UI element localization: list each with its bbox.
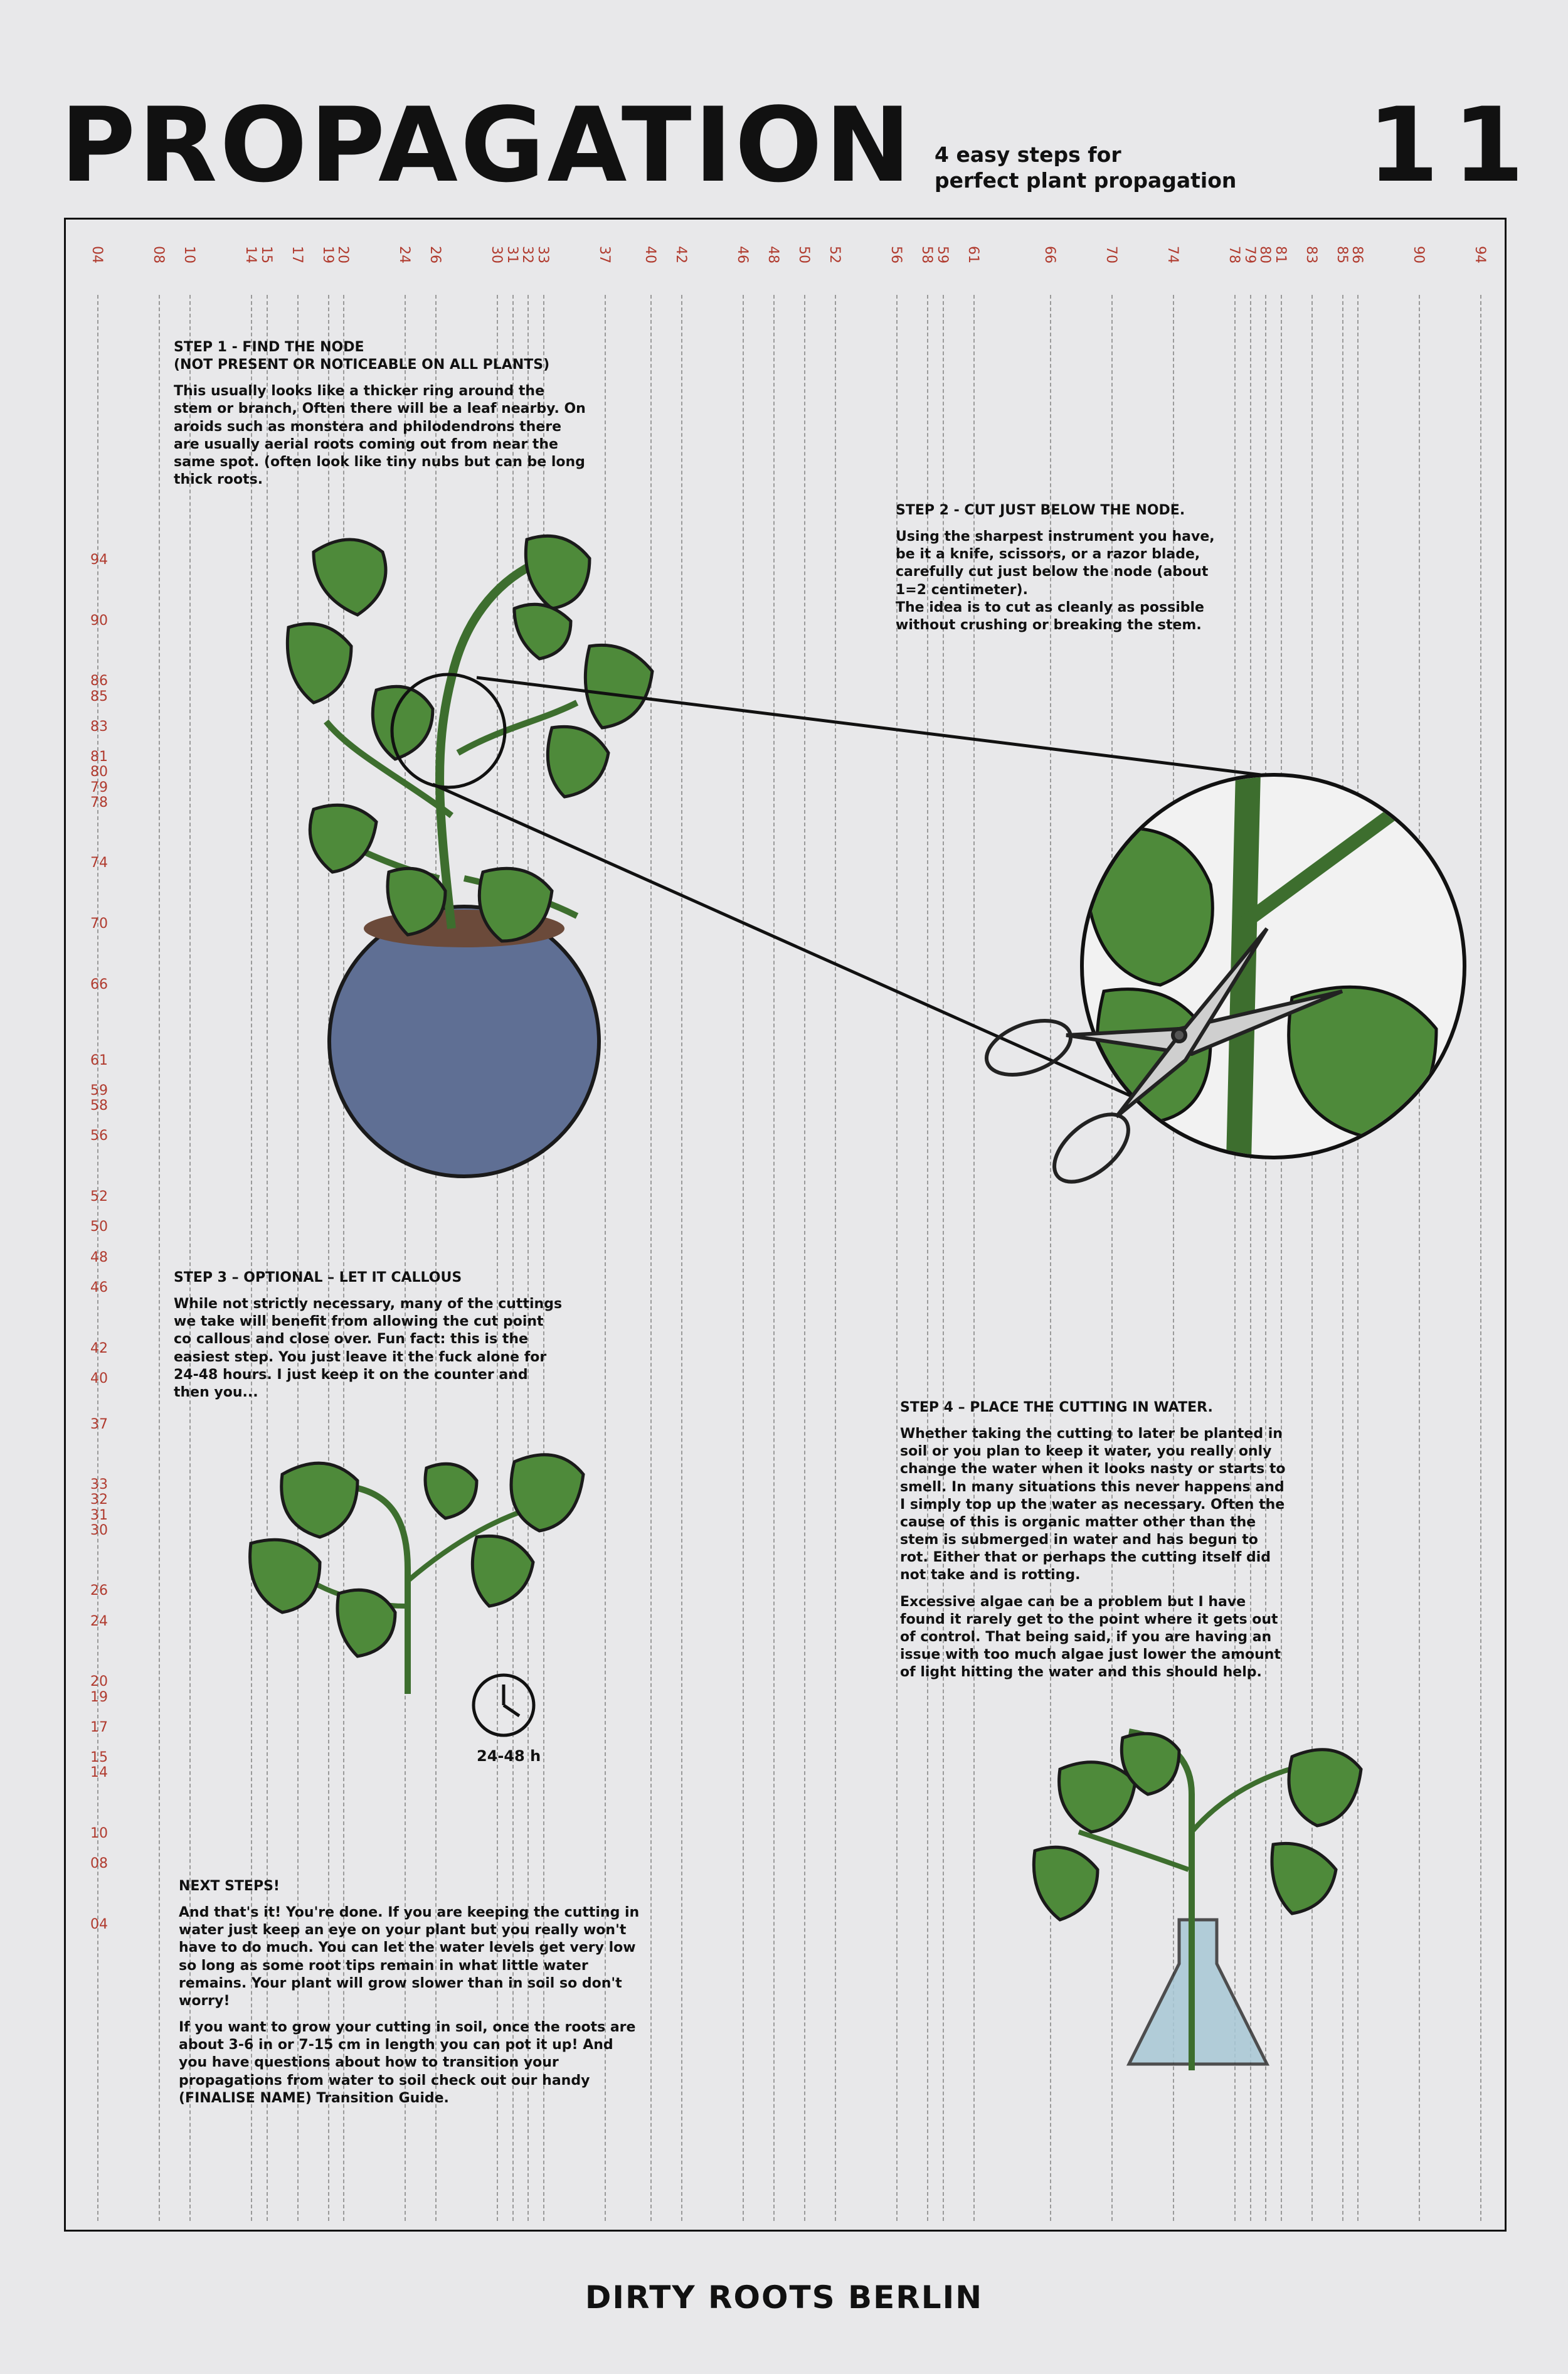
ruler-left-label: 20	[90, 1674, 108, 1690]
ruler-left-label: 81	[90, 749, 108, 765]
ruler-top-label: 70	[1103, 246, 1119, 263]
ruler-top-label: 15	[258, 246, 274, 263]
ruler-left-label: 80	[90, 764, 108, 780]
ruler-left-label: 40	[90, 1371, 108, 1387]
ruler-top-label: 59	[934, 246, 950, 263]
step-2-body: Using the sharpest instrument you have, be it a knife, scissors, or a razor blade, carefully cut just below the node (about 1=2 centimeter). The idea is to cut as cleanly as possible without crushing or breaking the stem.	[896, 529, 1215, 633]
next-steps-body-1: And that's it! You're done. If you are keeping the cutting in water just keep an eye on your plant but you really won't have to do much. You can let the water levels get very low so long as some root tips remain in what little water remains. Your plant will grow slower than in soil so don't worry!	[179, 1905, 640, 2009]
step-4	[900, 1399, 1289, 1690]
ruler-top-label: 30	[489, 246, 504, 263]
ruler-left-label: 24	[90, 1613, 108, 1629]
ruler-left-label: 17	[90, 1719, 108, 1735]
ruler-left-label: 37	[90, 1416, 108, 1432]
ruler-top-label: 32	[519, 246, 535, 263]
next-steps-body-2: If you want to grow your cutting in soil, once the roots are about 3-6 in or 7-15 cm in length you can pot it up! And you have questions about how to transition your propagations from water to soil check out our handy (FINALISE NAME) Transition Guide.	[179, 2020, 636, 2106]
step-4-body-1: Whether taking the cutting to later be planted in soil or you plan to keep it water, you really only change the water when it looks nasty or starts to smell. In many situations this never happens and I simply top up the water as necessary. Often the cause of this is organic matter other than the stem is submerged in water and has begun to rot. Either that or perhaps the cutting itself did not take and is rotting.	[900, 1426, 1286, 1584]
ruler-top-label: 46	[734, 246, 750, 263]
ruler-left-label: 66	[90, 976, 108, 993]
ruler-top-label: 04	[89, 246, 105, 263]
ruler-top-label: 33	[534, 246, 551, 263]
ruler-left-label: 61	[90, 1052, 108, 1068]
ruler-top-label: 61	[965, 246, 981, 263]
step-3-title: STEP 3 – OPTIONAL – LET IT CALLOUS	[174, 1270, 462, 1285]
ruler-left-label: 59	[90, 1082, 108, 1099]
step-2	[896, 502, 1222, 643]
ruler-top-label: 40	[642, 246, 658, 263]
ruler-top-label: 17	[289, 246, 305, 263]
ruler-top-label: 31	[504, 246, 520, 263]
ruler-left-label: 14	[90, 1765, 108, 1781]
ruler-left-label: 58	[90, 1098, 108, 1114]
ruler-left-label: 86	[90, 673, 108, 689]
next-steps-title: NEXT STEPS!	[179, 1878, 280, 1894]
subtitle-line-2: perfect plant propagation	[935, 168, 1237, 193]
step-4-body-2: Excessive algae can be a problem but I have found it rarely get to the point where it gets out of control. That being said, if you are having an issue with too much algae just lower the amount of light hitting the water and this should help.	[900, 1594, 1281, 1681]
ruler-left-label: 83	[90, 718, 108, 735]
ruler-left-label: 78	[90, 794, 108, 811]
ruler-top-label: 19	[319, 246, 336, 263]
ruler-left-label: 42	[90, 1340, 108, 1356]
ruler-top-label: 85	[1333, 246, 1350, 263]
step-1	[174, 339, 588, 498]
step-3-body: While not strictly necessary, many of the cuttings we take will benefit from allowing the cut point co callous and close over. Fun fact: this is the easiest step. You just leave it the fuck alone for 24-48 hours. I just keep it on the counter and then you...	[174, 1296, 563, 1400]
ruler-top-label: 83	[1303, 246, 1319, 263]
ruler-left-label: 33	[90, 1477, 108, 1493]
ruler-top-label: 74	[1165, 246, 1180, 263]
ruler-top-label: 37	[596, 246, 612, 263]
page-title: PROPAGATION	[60, 85, 914, 205]
ruler-left-label: 10	[90, 1826, 108, 1841]
ruler-top-label: 94	[1472, 246, 1488, 263]
clock-icon	[474, 1675, 534, 1735]
step-1-title-line-1: STEP 1 - FIND THE NODE	[174, 339, 364, 355]
step-1-body: This usually looks like a thicker ring around the stem or branch, Often there will be a leaf nearby. On aroids such as monstera and philodendrons there are usually aerial roots coming out from near the same spot. (often look like tiny nubs but can be long thick roots.	[174, 383, 586, 488]
ruler-top-label: 86	[1349, 246, 1365, 263]
magnifier-circle	[1082, 772, 1465, 1161]
ruler-top-label: 08	[151, 246, 166, 263]
ruler-left-label: 19	[90, 1689, 108, 1705]
ruler-top-label: 24	[396, 246, 412, 263]
ruler-top-label: 56	[888, 246, 904, 263]
step-1-title	[174, 339, 588, 374]
ruler-left-label: 56	[90, 1128, 108, 1144]
ruler-left-label: 31	[90, 1507, 108, 1523]
ruler-top-label: 20	[335, 246, 351, 263]
ruler-top-label: 66	[1042, 246, 1057, 263]
ruler-top-label: 42	[673, 246, 689, 263]
ruler-top-label: 10	[181, 246, 197, 263]
next-steps	[179, 1878, 643, 2116]
ruler-top-label: 14	[243, 246, 258, 263]
ruler-top-label: 90	[1411, 246, 1426, 263]
ruler-left-label: 79	[90, 779, 108, 796]
ruler-top-label: 78	[1226, 246, 1242, 263]
step-3	[174, 1269, 563, 1410]
ruler-left-label: 30	[90, 1522, 108, 1538]
ruler-left-label: 08	[90, 1856, 108, 1872]
ruler-top-label: 48	[765, 246, 781, 263]
ruler-top-label: 26	[427, 246, 443, 263]
ruler-top-label: 50	[796, 246, 812, 263]
ruler-top-label: 80	[1257, 246, 1273, 263]
footer-brand: DIRTY ROOTS BERLIN	[585, 2279, 983, 2316]
step-1-title-line-2: (NOT PRESENT OR NOTICEABLE ON ALL PLANTS)	[174, 357, 550, 373]
ruler-top-label: 79	[1241, 246, 1258, 263]
ruler-left-label: 04	[90, 1917, 108, 1932]
flask-vase	[1034, 1732, 1361, 2070]
ruler-left-label: 46	[90, 1280, 108, 1296]
ruler-left-label: 90	[90, 612, 108, 629]
ruler-left-label: 50	[90, 1219, 108, 1235]
ruler-left-label: 48	[90, 1249, 108, 1265]
subtitle-line-1: 4 easy steps for	[935, 142, 1121, 167]
ruler-left-label: 94	[90, 552, 108, 568]
ruler-left-label: 85	[90, 688, 108, 705]
ruler-left-label: 52	[90, 1189, 108, 1205]
ruler-left-label: 74	[90, 855, 108, 871]
ruler-left-label: 32	[90, 1492, 108, 1508]
ruler-left-label: 70	[90, 916, 108, 932]
ruler-top-label: 81	[1272, 246, 1288, 263]
ruler-left-label: 15	[90, 1750, 108, 1766]
ruler-left-label: 26	[90, 1583, 108, 1599]
ruler-top-label: 58	[919, 246, 935, 263]
ruler-top-label: 52	[827, 246, 842, 263]
cutting	[250, 1455, 583, 1694]
issue-number: 11	[1367, 85, 1539, 205]
step-4-title: STEP 4 – PLACE THE CUTTING IN WATER.	[900, 1400, 1213, 1415]
clock-label: 24-48 h	[477, 1747, 541, 1765]
step-2-title: STEP 2 - CUT JUST BELOW THE NODE.	[896, 503, 1185, 518]
